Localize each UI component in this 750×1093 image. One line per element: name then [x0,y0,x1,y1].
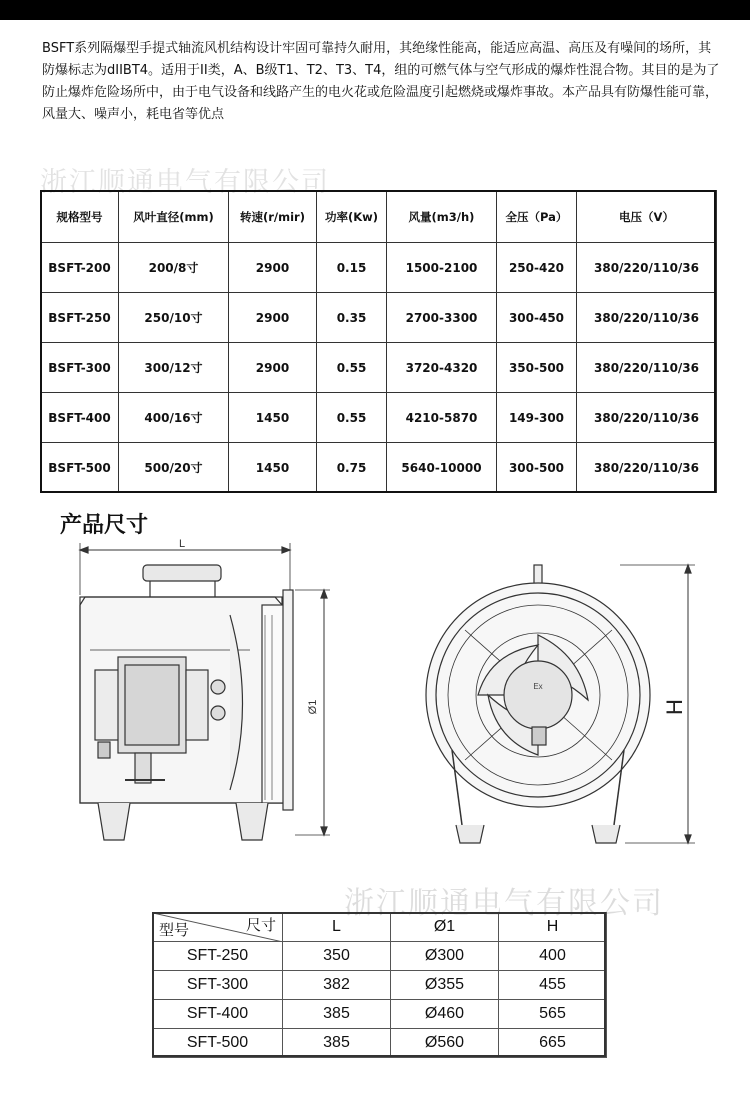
intro-paragraph: BSFT系列隔爆型手提式轴流风机结构设计牢固可靠持久耐用，其绝缘性能高，能适应高温、高压及有噪间的场所，其防爆标志为dIIBT4。适用于II类，A、B级T1、T2、T3、T4，组的可燃气体与空气形成的爆炸性混合物。其目的是为了防止爆炸危险场所中，由于电气设备和线路产生的电火花或危险温度引起燃烧或爆炸事故。本产品具有防爆性能可靠，风量大、噪声小，耗电省等优点 [42,41,720,122]
spec-cell: 350-500 [497,343,577,393]
dims-cell: 385 [283,1000,391,1029]
spec-header: 功率(Kw) [317,191,387,243]
spec-header: 转速(r/mir) [229,191,317,243]
spec-cell: 3720-4320 [387,343,497,393]
dims-corner-cell [153,913,283,942]
dims-header: H [499,913,607,942]
spec-cell: 300-450 [497,293,577,343]
dims-cell: SFT-300 [153,971,283,1000]
spec-header: 风叶直径(mm) [119,191,229,243]
dims-cell: SFT-400 [153,1000,283,1029]
dims-cell: 385 [283,1029,391,1058]
spec-cell: 0.15 [317,243,387,293]
dims-cell: 455 [499,971,607,1000]
top-dark-band [0,0,750,20]
spec-cell: 5640-10000 [387,443,497,493]
dims-cell: 565 [499,1000,607,1029]
dims-cell: Ø300 [391,942,499,971]
section-title: 产品尺寸 [60,513,149,538]
table-row [41,443,717,493]
spec-header: 电压（V） [577,191,717,243]
spec-cell: 1500-2100 [387,243,497,293]
fan-front-view [426,565,695,843]
table-row [153,971,607,1000]
dim-label-l: L [178,538,186,550]
spec-cell: 380/220/110/36 [577,343,717,393]
spec-cell: 2900 [229,293,317,343]
spec-header: 风量(m3/h) [387,191,497,243]
spec-cell: 1450 [229,393,317,443]
spec-cell: 1450 [229,443,317,493]
spec-cell: 500/20寸 [119,443,229,493]
dims-cell: 382 [283,971,391,1000]
dims-cell: 350 [283,942,391,971]
spec-cell: 380/220/110/36 [577,393,717,443]
spec-cell: BSFT-250 [41,293,119,343]
table-row [153,1000,607,1029]
spec-cell: 400/16寸 [119,393,229,443]
spec-cell: 0.75 [317,443,387,493]
spec-header-row [41,191,717,243]
dims-cell: 665 [499,1029,607,1058]
dims-cell: Ø460 [391,1000,499,1029]
table-row [41,243,717,293]
spec-cell: 250/10寸 [119,293,229,343]
spec-cell: 300-500 [497,443,577,493]
spec-cell: 200/8寸 [119,243,229,293]
table-row [41,293,717,343]
dimensions-table [152,912,607,1058]
dims-corner-top: 尺寸 [245,917,276,934]
dims-cell: SFT-250 [153,942,283,971]
fan-technical-drawing [0,535,750,865]
spec-cell: 149-300 [497,393,577,443]
spec-cell: 250-420 [497,243,577,293]
spec-cell: 380/220/110/36 [577,243,717,293]
dims-cell: Ø560 [391,1029,499,1058]
table-row [41,393,717,443]
table-row [41,343,717,393]
fan-side-view [80,543,330,840]
spec-cell: BSFT-200 [41,243,119,293]
ex-mark: Ex [533,682,543,691]
table-row [153,942,607,971]
spec-cell: 0.55 [317,343,387,393]
watermark-top: 浙江顺通电气有限公司 [40,167,330,198]
spec-cell: BSFT-300 [41,343,119,393]
dims-cell: 400 [499,942,607,971]
spec-cell: 0.35 [317,293,387,343]
spec-cell: 0.55 [317,393,387,443]
table-row [153,1029,607,1058]
watermark-bottom: 浙江顺通电气有限公司 [344,886,664,921]
spec-header: 全压（Pa） [497,191,577,243]
dim-label-diameter: Ø1 [307,699,319,715]
spec-cell: 4210-5870 [387,393,497,443]
dims-header: L [283,913,391,942]
spec-cell: 2900 [229,243,317,293]
spec-cell: 380/220/110/36 [577,443,717,493]
spec-table [40,190,717,493]
spec-cell: 2900 [229,343,317,393]
dims-cell: SFT-500 [153,1029,283,1058]
spec-cell: BSFT-500 [41,443,119,493]
spec-cell: 380/220/110/36 [577,293,717,343]
dims-cell: Ø355 [391,971,499,1000]
spec-cell: BSFT-400 [41,393,119,443]
dim-label-h: H [662,699,687,715]
dims-header: Ø1 [391,913,499,942]
spec-cell: 2700-3300 [387,293,497,343]
dims-corner-bottom: 型号 [159,922,190,939]
dims-header-row [153,913,607,942]
spec-header: 规格型号 [41,191,119,243]
spec-cell: 300/12寸 [119,343,229,393]
